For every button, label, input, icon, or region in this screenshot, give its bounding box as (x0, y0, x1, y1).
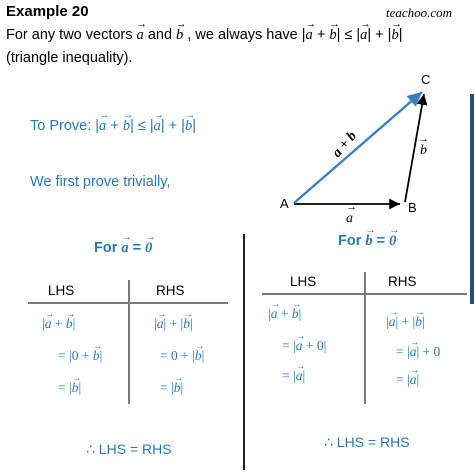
vector-ac-arrow (294, 92, 422, 203)
right-rhs-line-3: = |→ a| (396, 372, 419, 388)
left-lhs-line-2: = |0 + → b| (58, 348, 102, 364)
column-divider (243, 234, 245, 470)
left-rhs-line-3: = |→ b| (160, 380, 183, 396)
right-lhs-header: LHS (290, 274, 317, 289)
right-conclusion: ∴ LHS = RHS (324, 434, 410, 450)
side-accent-bar (470, 94, 474, 304)
trivial-note: We first prove trivially, (30, 174, 171, 190)
brand-logo: teachoo.com (386, 5, 453, 20)
statement-line-2: (triangle inequality). (6, 50, 133, 66)
svg-text:→: → (418, 133, 429, 145)
vertex-b-label: B (408, 200, 417, 215)
left-table-vline (128, 280, 130, 404)
left-rhs-header: RHS (156, 283, 185, 298)
example-title: Example 20 (6, 3, 89, 20)
right-lhs-line-2: = |→ a + 0| (282, 338, 326, 354)
right-lhs-line-3: = |→ a| (282, 368, 305, 384)
triangle-diagram (272, 72, 462, 232)
left-rhs-line-2: = 0 + |→ b| (160, 348, 204, 364)
left-lhs-line-1: |→ a + → b| (42, 316, 75, 332)
edge-bc-label: b (420, 143, 427, 158)
right-rhs-line-1: |→ a| + |→ b| (386, 314, 425, 330)
statement-line-1: For any two vectors → a and → b , we always have |→ a + → b| ≤ |→ a| + |→ b| (6, 27, 402, 44)
right-lhs-line-1: |→ a + → b| (268, 306, 301, 322)
to-prove-statement: To Prove: |→ a + → b| ≤ |→ a| + |→ b| (30, 118, 196, 135)
right-case-title: For → b = → 0 (338, 233, 396, 250)
right-rhs-line-2: = |→ a| + 0 (396, 344, 440, 360)
left-rhs-line-1: |→ a| + |→ b| (154, 316, 193, 332)
vertex-a-label: A (280, 196, 289, 211)
left-conclusion: ∴ LHS = RHS (86, 441, 172, 457)
right-table-vline (364, 272, 366, 404)
left-lhs-header: LHS (48, 283, 75, 298)
svg-text:→: → (346, 201, 357, 213)
left-case-title: For → a = → 0 (94, 240, 152, 257)
edge-ab-label: a (346, 211, 353, 226)
edge-ac-label: a + b (329, 128, 361, 161)
right-rhs-header: RHS (388, 274, 417, 289)
vertex-c-label: C (421, 72, 431, 87)
left-lhs-line-3: = |→ b| (58, 380, 81, 396)
